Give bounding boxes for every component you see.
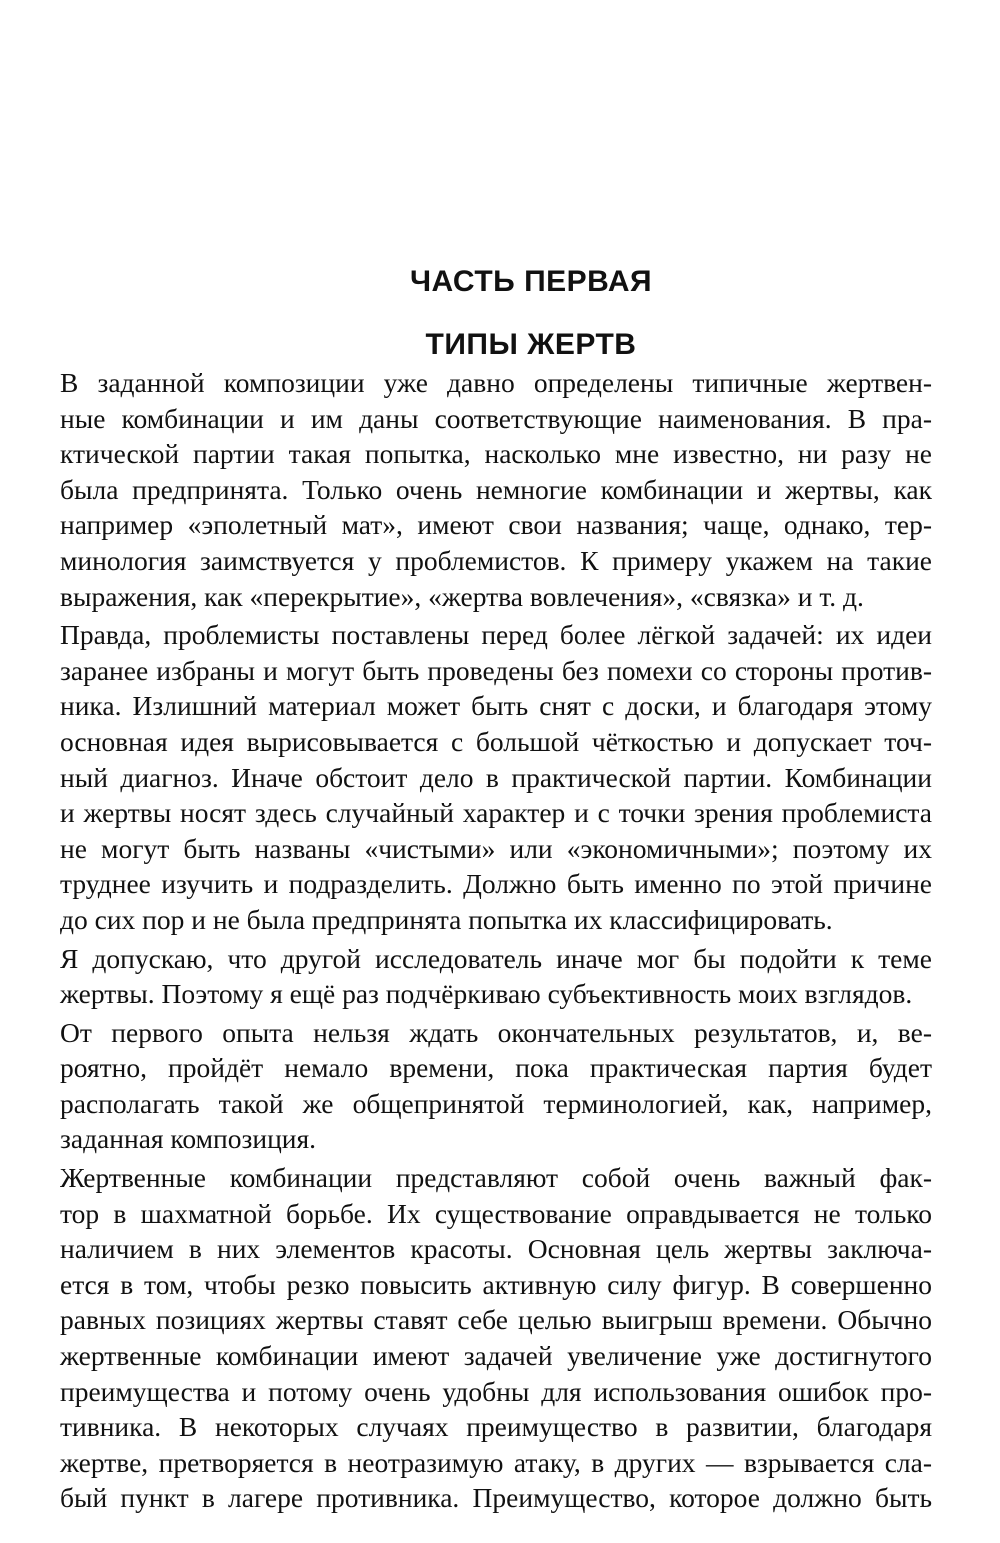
text-line: жертвы. Поэтому я ещё раз подчёркиваю субъективность моих взглядов. xyxy=(60,978,913,1010)
text-line: жертвенные комбинации имеют задачей увеличение уже достигнутого xyxy=(60,1340,932,1372)
text-line: минология заимствуется у проблемистов. К примеру укажем на такие xyxy=(60,544,932,576)
text-line: От первого опыта нельзя ждать окончательных результатов, и, ве- xyxy=(60,1016,932,1048)
text-line: тор в шахматной борьбе. Их существование оправдывается не только xyxy=(60,1197,932,1229)
text-line: ктической партии такая попытка, насколько мне известно, ни разу не xyxy=(60,438,932,470)
text-line: труднее изучить и подразделить. Должно быть именно по этой причине xyxy=(60,868,932,900)
text-line: ный диагноз. Иначе обстоит дело в практической партии. Комбинации xyxy=(60,761,932,793)
paragraph xyxy=(60,365,932,614)
text-line: располагать такой же общепринятой терминологией, как, например, xyxy=(60,1087,932,1119)
text-line: В заданной композиции уже давно определены типичные жертвен- xyxy=(60,367,932,398)
text-line: ется в том, чтобы резко повысить активную силу фигур. В совершенно xyxy=(60,1268,932,1300)
paragraph xyxy=(60,941,932,1012)
paragraph xyxy=(60,617,932,937)
text-line: основная идея вырисовывается с большой чёткостью и допускает точ- xyxy=(60,725,932,757)
text-line: роятно, пройдёт немало времени, пока практическая партия будет xyxy=(60,1052,932,1084)
text-line: ника. Излишний материал может быть снят с доски, и благодаря этому xyxy=(60,690,932,722)
book-page xyxy=(60,262,932,1516)
paragraph xyxy=(60,1015,932,1157)
text-line: Правда, проблемисты поставлены перед более лёгкой задачей: их идеи xyxy=(60,619,932,651)
text-line: была предпринята. Только очень немногие комбинации и жертвы, как xyxy=(60,473,932,505)
text-line: до сих пор и не была предпринята попытка их классифицировать. xyxy=(60,903,833,935)
text-line: бый пункт в лагере противника. Преимущество, которое должно быть xyxy=(60,1482,932,1514)
body-text xyxy=(60,365,932,1516)
text-line: Я допускаю, что другой исследователь иначе мог бы подойти к теме xyxy=(60,942,932,974)
text-line: выражения, как «перекрытие», «жертва вовлечения», «связка» и т. д. xyxy=(60,580,864,612)
text-line: наличием в них элементов красоты. Основная цель жертвы заключа- xyxy=(60,1233,932,1265)
text-line: заранее избраны и могут быть проведены без помехи со стороны против- xyxy=(60,654,932,686)
section-title: ТИПЫ ЖЕРТВ xyxy=(425,328,637,361)
text-line: равных позициях жертвы ставят себе целью выигрыш времени. Обычно xyxy=(60,1304,932,1336)
part-title: ЧАСТЬ ПЕРВАЯ xyxy=(409,265,653,298)
text-line: Жертвенные комбинации представляют собой очень важный фак- xyxy=(60,1162,932,1194)
text-line: и жертвы носят здесь случайный характер и с точки зрения проблемиста xyxy=(60,797,932,829)
text-line: тивника. В некоторых случаях преимущество в развитии, благодаря xyxy=(60,1411,932,1443)
paragraph xyxy=(60,1160,932,1516)
text-line: жертве, претворяется в неотразимую атаку, в других — взрывается сла- xyxy=(60,1446,932,1478)
text-line: преимущества и потому очень удобны для использования ошибок про- xyxy=(60,1375,932,1407)
text-line: заданная композиция. xyxy=(60,1123,317,1155)
text-line: ные комбинации и им даны соответствующие наименования. В пра- xyxy=(60,402,932,434)
text-line: например «эполетный мат», имеют свои названия; чаще, однако, тер- xyxy=(60,509,932,541)
text-line: не могут быть названы «чистыми» или «экономичными»; поэтому их xyxy=(60,832,932,864)
